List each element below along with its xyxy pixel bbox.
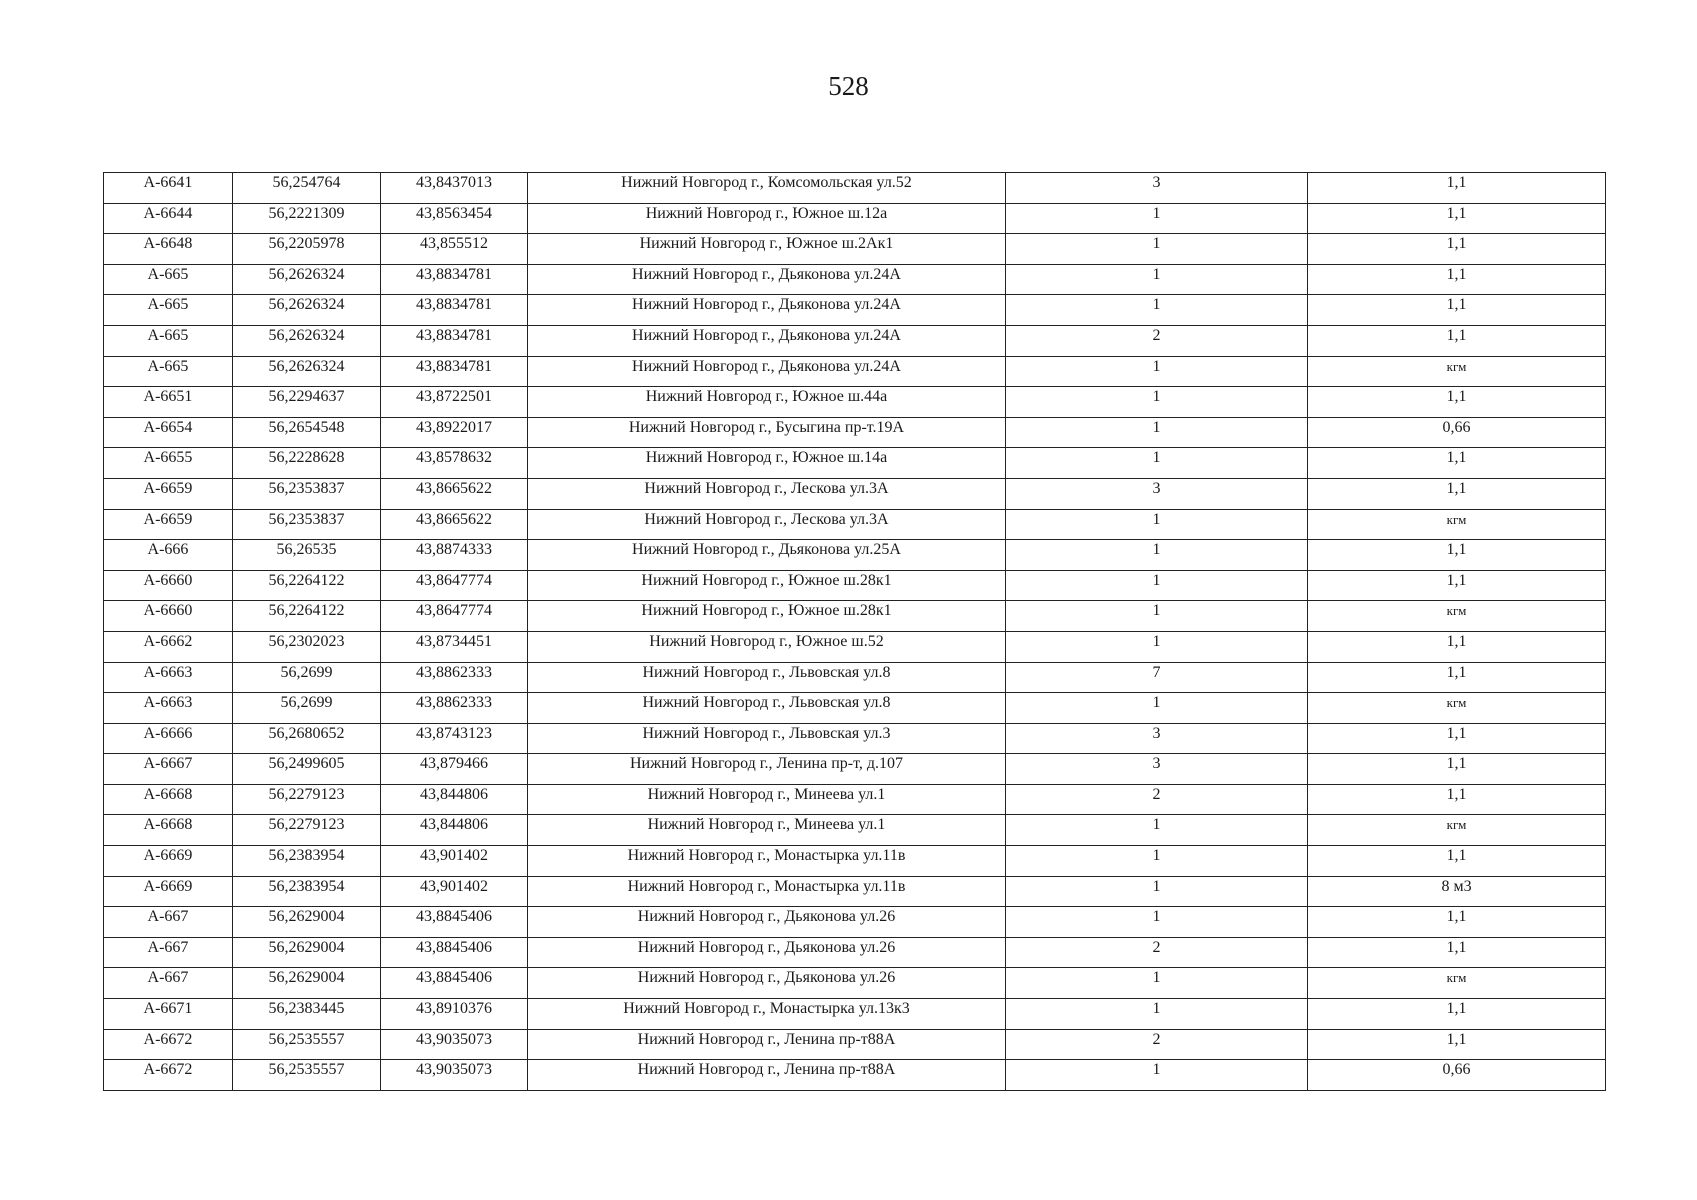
site-id-cell: А-6660	[104, 601, 233, 632]
table-row	[104, 754, 1606, 785]
latitude-cell: 56,2264122	[233, 601, 381, 632]
table-row	[104, 662, 1606, 693]
site-id-cell: А-665	[104, 325, 233, 356]
table-row	[104, 907, 1606, 938]
longitude-cell: 43,879466	[381, 754, 528, 785]
site-id-cell: А-6659	[104, 509, 233, 540]
longitude-cell: 43,8910376	[381, 999, 528, 1030]
table-row	[104, 295, 1606, 326]
container-count-cell: 1	[1006, 999, 1308, 1030]
site-id-cell: А-6651	[104, 387, 233, 418]
table-row	[104, 999, 1606, 1030]
container-count-cell: 1	[1006, 387, 1308, 418]
latitude-cell: 56,2205978	[233, 234, 381, 265]
latitude-cell: 56,2279123	[233, 815, 381, 846]
container-count-cell: 7	[1006, 662, 1308, 693]
page-number: 528	[828, 71, 869, 101]
container-count-cell: 2	[1006, 784, 1308, 815]
site-id-cell: А-6668	[104, 784, 233, 815]
container-volume-cell: 1,1	[1308, 1029, 1606, 1060]
container-volume-cell: 1,1	[1308, 234, 1606, 265]
site-id-cell: А-667	[104, 937, 233, 968]
longitude-cell: 43,8845406	[381, 937, 528, 968]
latitude-cell: 56,2228628	[233, 448, 381, 479]
latitude-cell: 56,2626324	[233, 264, 381, 295]
latitude-cell: 56,2383954	[233, 876, 381, 907]
table-row	[104, 540, 1606, 571]
container-volume-cell: 1,1	[1308, 631, 1606, 662]
container-count-cell: 1	[1006, 540, 1308, 571]
address-cell: Нижний Новгород г., Южное ш.28к1	[528, 601, 1006, 632]
container-count-cell: 1	[1006, 876, 1308, 907]
table-row	[104, 203, 1606, 234]
site-id-cell: А-6671	[104, 999, 233, 1030]
address-cell: Нижний Новгород г., Дьяконова ул.25А	[528, 540, 1006, 571]
table-body	[104, 173, 1606, 1091]
longitude-cell: 43,8722501	[381, 387, 528, 418]
site-id-cell: А-666	[104, 540, 233, 571]
container-sites-table	[103, 172, 1606, 1091]
site-id-cell: А-6663	[104, 662, 233, 693]
container-count-cell: 1	[1006, 631, 1308, 662]
table-row	[104, 570, 1606, 601]
table-row	[104, 1060, 1606, 1091]
latitude-cell: 56,2264122	[233, 570, 381, 601]
address-cell: Нижний Новгород г., Львовская ул.8	[528, 662, 1006, 693]
container-volume-cell: кгм	[1308, 601, 1606, 632]
table-row	[104, 356, 1606, 387]
container-volume-cell: 1,1	[1308, 387, 1606, 418]
latitude-cell: 56,2629004	[233, 937, 381, 968]
address-cell: Нижний Новгород г., Ленина пр-т88А	[528, 1060, 1006, 1091]
latitude-cell: 56,2383954	[233, 846, 381, 877]
container-volume-cell: кгм	[1308, 815, 1606, 846]
address-cell: Нижний Новгород г., Дьяконова ул.26	[528, 907, 1006, 938]
address-cell: Нижний Новгород г., Дьяконова ул.26	[528, 937, 1006, 968]
table-row	[104, 601, 1606, 632]
longitude-cell: 43,8578632	[381, 448, 528, 479]
latitude-cell: 56,2654548	[233, 417, 381, 448]
table-row	[104, 937, 1606, 968]
longitude-cell: 43,8665622	[381, 478, 528, 509]
table-row	[104, 784, 1606, 815]
container-volume-cell: 8 м3	[1308, 876, 1606, 907]
latitude-cell: 56,2383445	[233, 999, 381, 1030]
longitude-cell: 43,8743123	[381, 723, 528, 754]
container-count-cell: 1	[1006, 203, 1308, 234]
site-id-cell: А-665	[104, 264, 233, 295]
container-count-cell: 1	[1006, 295, 1308, 326]
longitude-cell: 43,9035073	[381, 1029, 528, 1060]
address-cell: Нижний Новгород г., Южное ш.12а	[528, 203, 1006, 234]
longitude-cell: 43,8874333	[381, 540, 528, 571]
latitude-cell: 56,254764	[233, 173, 381, 204]
container-volume-cell: 1,1	[1308, 937, 1606, 968]
longitude-cell: 43,8665622	[381, 509, 528, 540]
table-row	[104, 968, 1606, 999]
table-row	[104, 846, 1606, 877]
container-volume-cell: кгм	[1308, 509, 1606, 540]
site-id-cell: А-6669	[104, 846, 233, 877]
table-row	[104, 723, 1606, 754]
table-row	[104, 264, 1606, 295]
address-cell: Нижний Новгород г., Лескова ул.3А	[528, 509, 1006, 540]
address-cell: Нижний Новгород г., Львовская ул.8	[528, 693, 1006, 724]
table-row	[104, 509, 1606, 540]
container-count-cell: 1	[1006, 907, 1308, 938]
table-row	[104, 876, 1606, 907]
latitude-cell: 56,2294637	[233, 387, 381, 418]
container-volume-cell: 1,1	[1308, 325, 1606, 356]
address-cell: Нижний Новгород г., Монастырка ул.11в	[528, 876, 1006, 907]
container-count-cell: 1	[1006, 693, 1308, 724]
longitude-cell: 43,9035073	[381, 1060, 528, 1091]
site-id-cell: А-6659	[104, 478, 233, 509]
container-count-cell: 1	[1006, 264, 1308, 295]
table-row	[104, 693, 1606, 724]
container-count-cell: 3	[1006, 754, 1308, 785]
site-id-cell: А-6654	[104, 417, 233, 448]
container-volume-cell: 0,66	[1308, 1060, 1606, 1091]
container-volume-cell: 0,66	[1308, 417, 1606, 448]
site-id-cell: А-6666	[104, 723, 233, 754]
container-count-cell: 2	[1006, 325, 1308, 356]
site-id-cell: А-665	[104, 295, 233, 326]
address-cell: Нижний Новгород г., Дьяконова ул.24А	[528, 356, 1006, 387]
table-row	[104, 173, 1606, 204]
container-volume-cell: 1,1	[1308, 203, 1606, 234]
container-count-cell: 1	[1006, 968, 1308, 999]
longitude-cell: 43,8647774	[381, 570, 528, 601]
site-id-cell: А-6655	[104, 448, 233, 479]
container-count-cell: 1	[1006, 356, 1308, 387]
address-cell: Нижний Новгород г., Лескова ул.3А	[528, 478, 1006, 509]
longitude-cell: 43,8862333	[381, 662, 528, 693]
container-volume-cell: 1,1	[1308, 448, 1606, 479]
longitude-cell: 43,8845406	[381, 907, 528, 938]
longitude-cell: 43,855512	[381, 234, 528, 265]
address-cell: Нижний Новгород г., Дьяконова ул.24А	[528, 295, 1006, 326]
site-id-cell: А-6648	[104, 234, 233, 265]
site-id-cell: А-6672	[104, 1029, 233, 1060]
longitude-cell: 43,8862333	[381, 693, 528, 724]
container-volume-cell: 1,1	[1308, 907, 1606, 938]
latitude-cell: 56,2302023	[233, 631, 381, 662]
address-cell: Нижний Новгород г., Южное ш.52	[528, 631, 1006, 662]
container-count-cell: 1	[1006, 417, 1308, 448]
latitude-cell: 56,2535557	[233, 1060, 381, 1091]
container-volume-cell: 1,1	[1308, 754, 1606, 785]
table-row	[104, 1029, 1606, 1060]
site-id-cell: А-6669	[104, 876, 233, 907]
container-volume-cell: 1,1	[1308, 570, 1606, 601]
container-count-cell: 1	[1006, 234, 1308, 265]
table-row	[104, 478, 1606, 509]
latitude-cell: 56,2629004	[233, 968, 381, 999]
site-id-cell: А-6672	[104, 1060, 233, 1091]
address-cell: Нижний Новгород г., Минеева ул.1	[528, 784, 1006, 815]
longitude-cell: 43,8845406	[381, 968, 528, 999]
address-cell: Нижний Новгород г., Ленина пр-т88А	[528, 1029, 1006, 1060]
site-id-cell: А-6660	[104, 570, 233, 601]
container-volume-cell: 1,1	[1308, 784, 1606, 815]
address-cell: Нижний Новгород г., Дьяконова ул.24А	[528, 264, 1006, 295]
latitude-cell: 56,2221309	[233, 203, 381, 234]
latitude-cell: 56,2626324	[233, 295, 381, 326]
table-row	[104, 631, 1606, 662]
site-id-cell: А-6644	[104, 203, 233, 234]
latitude-cell: 56,2535557	[233, 1029, 381, 1060]
latitude-cell: 56,2699	[233, 693, 381, 724]
longitude-cell: 43,8834781	[381, 356, 528, 387]
longitude-cell: 43,8437013	[381, 173, 528, 204]
site-id-cell: А-6663	[104, 693, 233, 724]
container-volume-cell: 1,1	[1308, 662, 1606, 693]
address-cell: Нижний Новгород г., Минеева ул.1	[528, 815, 1006, 846]
container-count-cell: 1	[1006, 815, 1308, 846]
latitude-cell: 56,2680652	[233, 723, 381, 754]
address-cell: Нижний Новгород г., Львовская ул.3	[528, 723, 1006, 754]
latitude-cell: 56,26535	[233, 540, 381, 571]
container-count-cell: 3	[1006, 173, 1308, 204]
container-volume-cell: 1,1	[1308, 264, 1606, 295]
latitude-cell: 56,2499605	[233, 754, 381, 785]
container-volume-cell: 1,1	[1308, 723, 1606, 754]
table-row	[104, 387, 1606, 418]
longitude-cell: 43,844806	[381, 784, 528, 815]
longitude-cell: 43,8834781	[381, 325, 528, 356]
container-count-cell: 1	[1006, 1060, 1308, 1091]
address-cell: Нижний Новгород г., Монастырка ул.11в	[528, 846, 1006, 877]
container-volume-cell: кгм	[1308, 693, 1606, 724]
address-cell: Нижний Новгород г., Южное ш.28к1	[528, 570, 1006, 601]
address-cell: Нижний Новгород г., Бусыгина пр-т.19А	[528, 417, 1006, 448]
container-volume-cell: 1,1	[1308, 999, 1606, 1030]
longitude-cell: 43,8563454	[381, 203, 528, 234]
container-volume-cell: 1,1	[1308, 478, 1606, 509]
longitude-cell: 43,8647774	[381, 601, 528, 632]
address-cell: Нижний Новгород г., Комсомольская ул.52	[528, 173, 1006, 204]
container-volume-cell: 1,1	[1308, 173, 1606, 204]
latitude-cell: 56,2279123	[233, 784, 381, 815]
container-volume-cell: 1,1	[1308, 846, 1606, 877]
latitude-cell: 56,2626324	[233, 325, 381, 356]
longitude-cell: 43,901402	[381, 846, 528, 877]
container-count-cell: 3	[1006, 723, 1308, 754]
container-volume-cell: кгм	[1308, 968, 1606, 999]
container-count-cell: 1	[1006, 448, 1308, 479]
longitude-cell: 43,8734451	[381, 631, 528, 662]
container-count-cell: 3	[1006, 478, 1308, 509]
address-cell: Нижний Новгород г., Ленина пр-т, д.107	[528, 754, 1006, 785]
container-count-cell: 1	[1006, 509, 1308, 540]
longitude-cell: 43,8922017	[381, 417, 528, 448]
table-row	[104, 234, 1606, 265]
container-count-cell: 1	[1006, 601, 1308, 632]
site-id-cell: А-667	[104, 968, 233, 999]
latitude-cell: 56,2699	[233, 662, 381, 693]
table-row	[104, 417, 1606, 448]
site-id-cell: А-6641	[104, 173, 233, 204]
container-count-cell: 2	[1006, 937, 1308, 968]
longitude-cell: 43,8834781	[381, 295, 528, 326]
latitude-cell: 56,2626324	[233, 356, 381, 387]
address-cell: Нижний Новгород г., Монастырка ул.13к3	[528, 999, 1006, 1030]
address-cell: Нижний Новгород г., Дьяконова ул.26	[528, 968, 1006, 999]
site-id-cell: А-6668	[104, 815, 233, 846]
container-volume-cell: 1,1	[1308, 540, 1606, 571]
site-id-cell: А-667	[104, 907, 233, 938]
longitude-cell: 43,844806	[381, 815, 528, 846]
table-row	[104, 325, 1606, 356]
site-id-cell: А-665	[104, 356, 233, 387]
longitude-cell: 43,901402	[381, 876, 528, 907]
table-row	[104, 815, 1606, 846]
address-cell: Нижний Новгород г., Южное ш.44а	[528, 387, 1006, 418]
container-volume-cell: кгм	[1308, 356, 1606, 387]
latitude-cell: 56,2629004	[233, 907, 381, 938]
latitude-cell: 56,2353837	[233, 478, 381, 509]
container-count-cell: 2	[1006, 1029, 1308, 1060]
address-cell: Нижний Новгород г., Южное ш.2Ак1	[528, 234, 1006, 265]
container-volume-cell: 1,1	[1308, 295, 1606, 326]
latitude-cell: 56,2353837	[233, 509, 381, 540]
site-id-cell: А-6667	[104, 754, 233, 785]
site-id-cell: А-6662	[104, 631, 233, 662]
address-cell: Нижний Новгород г., Южное ш.14а	[528, 448, 1006, 479]
container-count-cell: 1	[1006, 570, 1308, 601]
table-row	[104, 448, 1606, 479]
address-cell: Нижний Новгород г., Дьяконова ул.24А	[528, 325, 1006, 356]
container-count-cell: 1	[1006, 846, 1308, 877]
longitude-cell: 43,8834781	[381, 264, 528, 295]
